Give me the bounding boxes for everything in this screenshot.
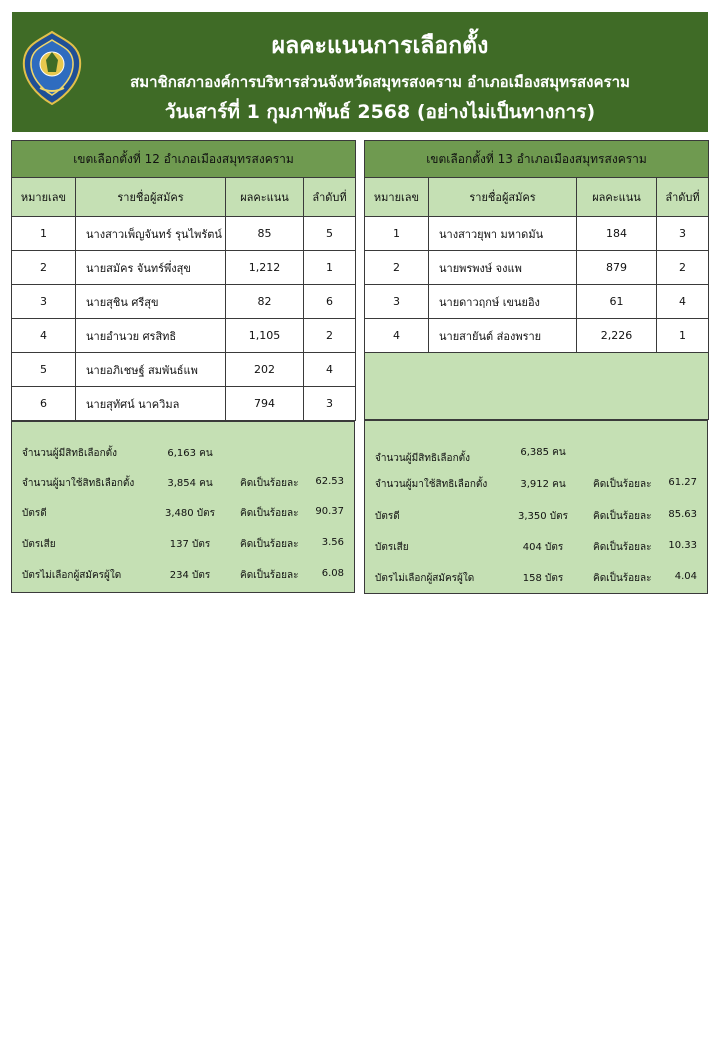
table-row [365,217,709,251]
candidate-name: นายสายันต์ ส่องพราย [429,319,577,353]
election-date: วันเสาร์ที่ 1 กุมภาพันธ์ 2568 (อย่างไม่เป็นทางการ) [164,101,596,123]
eligible-label: จำนวนผู้มีสิทธิเลือกตั้ง [375,453,470,464]
no-vote-percent: 6.08 [321,568,344,579]
candidate-rank: 5 [304,217,356,251]
percent-label: คิดเป็นร้อยละ [240,570,299,581]
district-title: เขตเลือกตั้งที่ 12 อำเภอเมืองสมุทรสงคราม [12,141,356,178]
voted-count: 3,854 คน [167,478,213,489]
percent-label: คิดเป็นร้อยละ [593,573,652,584]
table-row [365,251,709,285]
candidate-name: นายพรพงษ์ จงแพ [429,251,577,285]
candidate-name: นายอภิเชษฐ์ สมพันธ์แพ [76,353,226,387]
candidate-score: 184 [577,217,657,251]
candidate-name: นายดาวฤกษ์ เขนยอิง [429,285,577,319]
empty-filler [365,353,709,420]
candidate-score: 879 [577,251,657,285]
table-row [12,251,356,285]
table-row [12,387,356,421]
voted-percent: 62.53 [315,476,344,487]
candidate-name: นายสมัคร จันทร์พึ่งสุข [76,251,226,285]
percent-label: คิดเป็นร้อยละ [240,539,299,550]
good-ballots-label: บัตรดี [22,508,47,519]
col-number-header: หมายเลข [12,178,76,217]
percent-label: คิดเป็นร้อยละ [593,479,652,490]
candidate-score: 61 [577,285,657,319]
eligible-count: 6,385 คน [520,447,566,458]
district-12-panel [11,140,355,593]
bad-ballots-percent: 10.33 [668,540,697,551]
no-vote-percent: 4.04 [674,571,697,582]
no-vote-label: บัตรไม่เลือกผู้สมัครผู้ใด [22,570,122,581]
table-row [12,285,356,319]
table-row [12,217,356,251]
candidate-score: 2,226 [577,319,657,353]
table-row [365,285,709,319]
col-number-header: หมายเลข [365,178,429,217]
candidate-rank: 1 [657,319,709,353]
voted-label: จำนวนผู้มาใช้สิทธิเลือกตั้ง [375,479,488,490]
page-title: ผลคะแนนการเลือกตั้ง [271,33,489,59]
candidate-number: 1 [12,217,76,251]
candidate-number: 3 [12,285,76,319]
candidate-rank: 1 [304,251,356,285]
candidate-number: 3 [365,285,429,319]
candidate-number: 5 [12,353,76,387]
turnout-summary [11,421,355,593]
candidate-score: 202 [226,353,304,387]
percent-label: คิดเป็นร้อยละ [240,508,299,519]
page-subtitle: สมาชิกสภาองค์การบริหารส่วนจังหวัดสมุทรสงคราม อำเภอเมืองสมุทรสงคราม [130,73,630,91]
candidate-number: 4 [365,319,429,353]
candidate-name: นางสาวเพ็ญจันทร์ รุนไพรัตน์ [76,217,226,251]
bad-ballots-percent: 3.56 [321,537,344,548]
candidate-name: นายอำนวย ศรสิทธิ [76,319,226,353]
col-name-header: รายชื่อผู้สมัคร [429,178,577,217]
candidate-rank: 4 [657,285,709,319]
candidate-name: นายสุทัศน์ นาควิมล [76,387,226,421]
col-rank-header: ลำดับที่ [657,178,709,217]
candidate-rank: 3 [304,387,356,421]
district-title: เขตเลือกตั้งที่ 13 อำเภอเมืองสมุทรสงคราม [365,141,709,178]
candidate-number: 2 [365,251,429,285]
district-13-panel [364,140,708,594]
candidate-number: 2 [12,251,76,285]
good-ballots-count: 3,480 บัตร [164,508,216,519]
col-score-header: ผลคะแนน [577,178,657,217]
candidate-number: 1 [365,217,429,251]
bad-ballots-label: บัตรเสีย [22,539,56,550]
good-ballots-percent: 85.63 [668,509,697,520]
no-vote-count: 234 บัตร [169,570,211,581]
bad-ballots-count: 404 บัตร [522,542,564,553]
candidate-score: 1,105 [226,319,304,353]
results-table [11,140,356,421]
candidate-name: นางสาวยุพา มหาดมัน [429,217,577,251]
percent-label: คิดเป็นร้อยละ [593,511,652,522]
bad-ballots-label: บัตรเสีย [375,542,409,553]
candidate-score: 794 [226,387,304,421]
candidate-name: นายสุชิน ศรีสุข [76,285,226,319]
results-table [364,140,709,420]
good-ballots-label: บัตรดี [375,511,400,522]
candidate-rank: 3 [657,217,709,251]
voted-percent: 61.27 [668,477,697,488]
no-vote-label: บัตรไม่เลือกผู้สมัครผู้ใด [375,573,475,584]
col-score-header: ผลคะแนน [226,178,304,217]
candidate-number: 4 [12,319,76,353]
no-vote-count: 158 บัตร [522,573,564,584]
bad-ballots-count: 137 บัตร [169,539,211,550]
candidate-rank: 4 [304,353,356,387]
voted-label: จำนวนผู้มาใช้สิทธิเลือกตั้ง [22,478,135,489]
candidate-number: 6 [12,387,76,421]
candidate-score: 85 [226,217,304,251]
table-row [365,319,709,353]
candidate-rank: 2 [304,319,356,353]
candidate-rank: 2 [657,251,709,285]
table-row [12,353,356,387]
col-name-header: รายชื่อผู้สมัคร [76,178,226,217]
eligible-label: จำนวนผู้มีสิทธิเลือกตั้ง [22,448,117,459]
percent-label: คิดเป็นร้อยละ [593,542,652,553]
percent-label: คิดเป็นร้อยละ [240,478,299,489]
table-row [12,319,356,353]
good-ballots-percent: 90.37 [315,506,344,517]
candidate-score: 1,212 [226,251,304,285]
candidate-rank: 6 [304,285,356,319]
candidate-score: 82 [226,285,304,319]
eligible-count: 6,163 คน [167,448,213,459]
turnout-summary [364,420,708,594]
good-ballots-count: 3,350 บัตร [517,511,569,522]
col-rank-header: ลำดับที่ [304,178,356,217]
page-header [12,12,708,132]
voted-count: 3,912 คน [520,479,566,490]
